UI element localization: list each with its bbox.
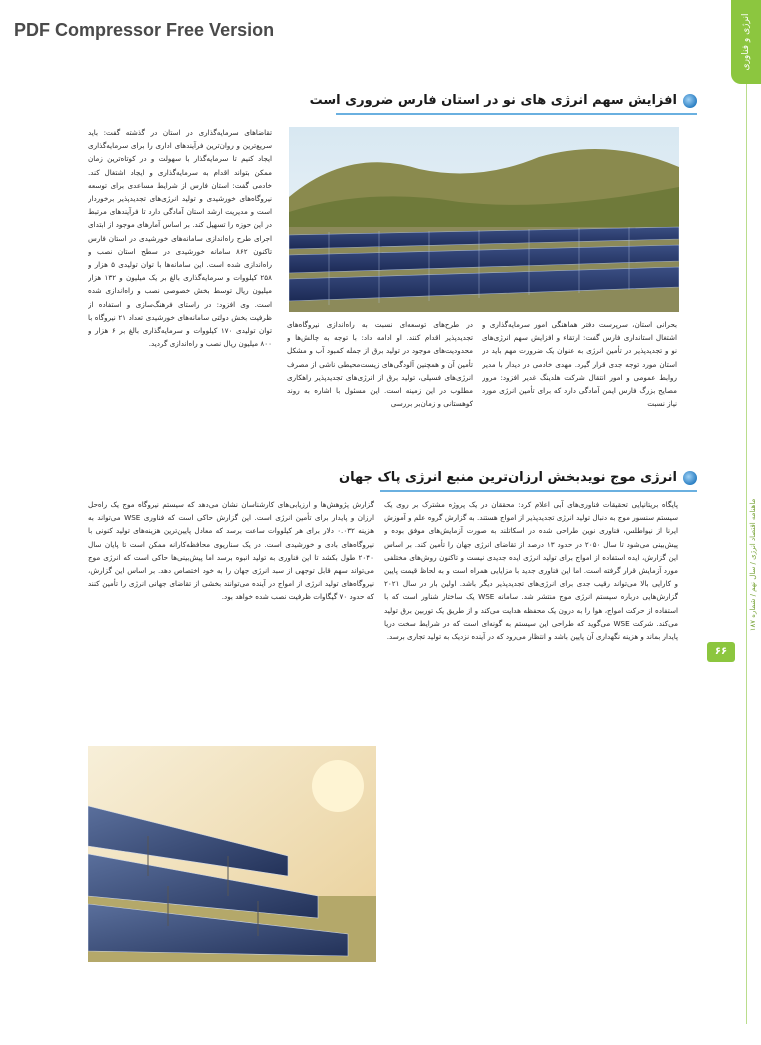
article2-title-bar [339, 470, 697, 485]
article2-column-right: پایگاه بریتانیایی تحقیقات فناوری‌های آبی اعلام کرد: محققان در یک پروژه مشترک بر روی یک سیستم سنسور موج به دنبال تولید انرژی تجدیدپذیر از امواج هستند. به گزارش گروه علم و آموزش ایرنا از نیواطلس، فناوری نوین طراحی شده در اسکاتلند به صورت آزمایش‌های موفق بوده و پیش‌بینی می‌شود تا سال ۲۰۵۰ در حدود ۱۳ درصد از تقاضای انرژی جهان را تأمین کند. بر اساس این گزارش، ایده استفاده از امواج برای تولید انرژی ایده جدیدی نیست و تاکنون روش‌های مختلفی مورد آزمایش قرار گرفته است. اما این فناوری جدید با مزایایی همراه است و به لحاظ قیمت پایین و کارایی بالا می‌تواند رقیب جدی برای انرژی‌های تجدیدپذیر دیگر باشد. اولین بار در سال ۲۰۲۱ گزارش‌هایی درباره سیستم انرژی موج منتشر شد. سامانه WSE یک ساختار شناور است که با استفاده از حرکت امواج، هوا را به درون یک محفظه هدایت می‌کند و از طریق یک توربین برق تولید می‌کند. شرکت WSE می‌گوید که طراحی این سیستم به گونه‌ای است که در شرایط سخت دریا پایدار بماند و هزینه نگهداری آن پایین باشد و انتظار می‌رود که در آینده نزدیک به تولید تجاری برسد. [384, 500, 678, 642]
article1-title-rule [336, 113, 697, 115]
watermark: PDF Compressor Free Version [14, 20, 275, 40]
solar-panels-photo [289, 127, 679, 312]
globe-icon [683, 471, 697, 485]
article1-title: افزایش سهم انرژی های نو در استان فارس ضروری است [309, 93, 677, 108]
solar-farm-sunset-photo [88, 746, 376, 962]
article1-column-middle: بحرانی استان، سرپرست دفتر هماهنگی امور سرمایه‌گذاری و اشتغال استانداری فارس گفت: ارتقاء و افزایش سهم انرژی‌های نو و تجدیدپذیر در تأمین انرژی به عنوان یک ضرورت مهم باید در استان مورد توجه جدی قرار گیرد. مهدی خادمی در دیدار با مدیر روابط عمومی و امور انتقال شرکت هلدینگ غدیر افزود: مرور مصایح بزرگ فارس ایمن آمادگی دارد که برای تأمین انرژی مورد نیاز نسبت [482, 320, 677, 409]
article1-title-bar [310, 93, 697, 108]
issue-info: ماهنامه اقتصاد انرژی / سال نهم / شماره ۱۸۷ [749, 498, 757, 632]
globe-icon [683, 94, 697, 108]
article1-column-left: در طرح‌های توسعه‌ای نسبت به راه‌اندازی نیروگاه‌های تجدیدپذیر اقدام کنند. او ادامه داد: با توجه به چالش‌ها و محدودیت‌های موجود در تولید برق از جمله کمبود آب و مشکل تأمین آن و همچنین آلودگی‌های زیست‌محیطی ناشی از مصرف انرژی‌های فسیلی، تولید برق از انرژی‌های تجدیدپذیر راهکاری مطلوب در این زمینه است. این مسئول با اشاره به روند کوهستانی و زمان‌بر بررسی [287, 320, 473, 409]
article1-column-right: تقاضاهای سرمایه‌گذاری در استان در گذشته گفت: باید سریع‌ترین و روان‌ترین فرآیندهای اداری را برای سرمایه‌گذاری ایجاد کنیم تا سرمایه‌گذار با سهولت و در کوتاه‌ترین زمان ممکن بتواند اقدام به سرمایه‌گذاری و ایجاد اشتغال کند. خادمی گفت: استان فارس از شرایط مساعدی برای توسعه نیروگاه‌های خورشیدی و تولید انرژی‌های تجدیدپذیر برخوردار است و مدیریت ارشد استان آمادگی دارد تا فرآیندهای مرتبط در این حوزه را تسهیل کند. بر اساس آمارهای موجود از ابتدای اجرای طرح راه‌اندازی سامانه‌های خورشیدی در استان فارس تاکنون ۸۶۲ سامانه خورشیدی در سطح استان نصب و راه‌اندازی شده است. این سامانه‌ها با توان تولیدی ۵ هزار و ۲۵۸ کیلووات و سرمایه‌گذاری بالغ بر یک میلیون و ۱۳۲ هزار میلیون ریال توسط بخش خصوصی نصب و راه‌اندازی شده است. وی افزود: در راستای فرهنگ‌سازی و استفاده از ظرفیت بخش دولتی سامانه‌های خورشیدی تعداد ۲۱ نیروگاه با توان تولیدی ۱۷۰ کیلووات و سرمایه‌گذاری بالغ بر ۶ هزار و ۸۰۰ میلیون ریال نصب و راه‌اندازی گردید. [88, 128, 272, 349]
page-number: ۶۶ [707, 642, 735, 662]
article2-title-rule [380, 490, 697, 492]
article2-title: انرژی موج نوید‌بخش ارزان‌ترین منبع انرژی پاک جهان [338, 470, 677, 485]
article2-column-left: گزارش پژوهش‌ها و ارزیابی‌های کارشناسان نشان می‌دهد که سیستم نیروگاه موج یک راه‌حل ارزان و پایدار برای تأمین انرژی است. این گزارش حاکی است که فناوری WSE می‌تواند به هزینه ۰.۰۳۲ دلار برای هر کیلووات ساعت برسد که معادل پایین‌ترین هزینه‌های تولید کنونی با نیروگاه‌های بادی و خورشیدی است. در یک سناریوی محافظه‌کارانه ممکن است تا پایان سال ۲۰۴۰ طول بکشد تا این فناوری به تولید انبوه برسد اما پیش‌بینی‌ها حاکی است که انرژی موج می‌تواند سهم قابل توجهی از سبد انرژی جهان را به خود اختصاص دهد. بر اساس این گزارش، نیروگاه‌های تولید انرژی از امواج در آینده می‌توانند بخشی از تقاضای جهانی انرژی را تأمین کنند که حدود ۷۰ گیگاوات ظرفیت نصب شده خواهد بود. [88, 500, 374, 602]
section-tab: انرژی و فناوری [731, 0, 761, 84]
